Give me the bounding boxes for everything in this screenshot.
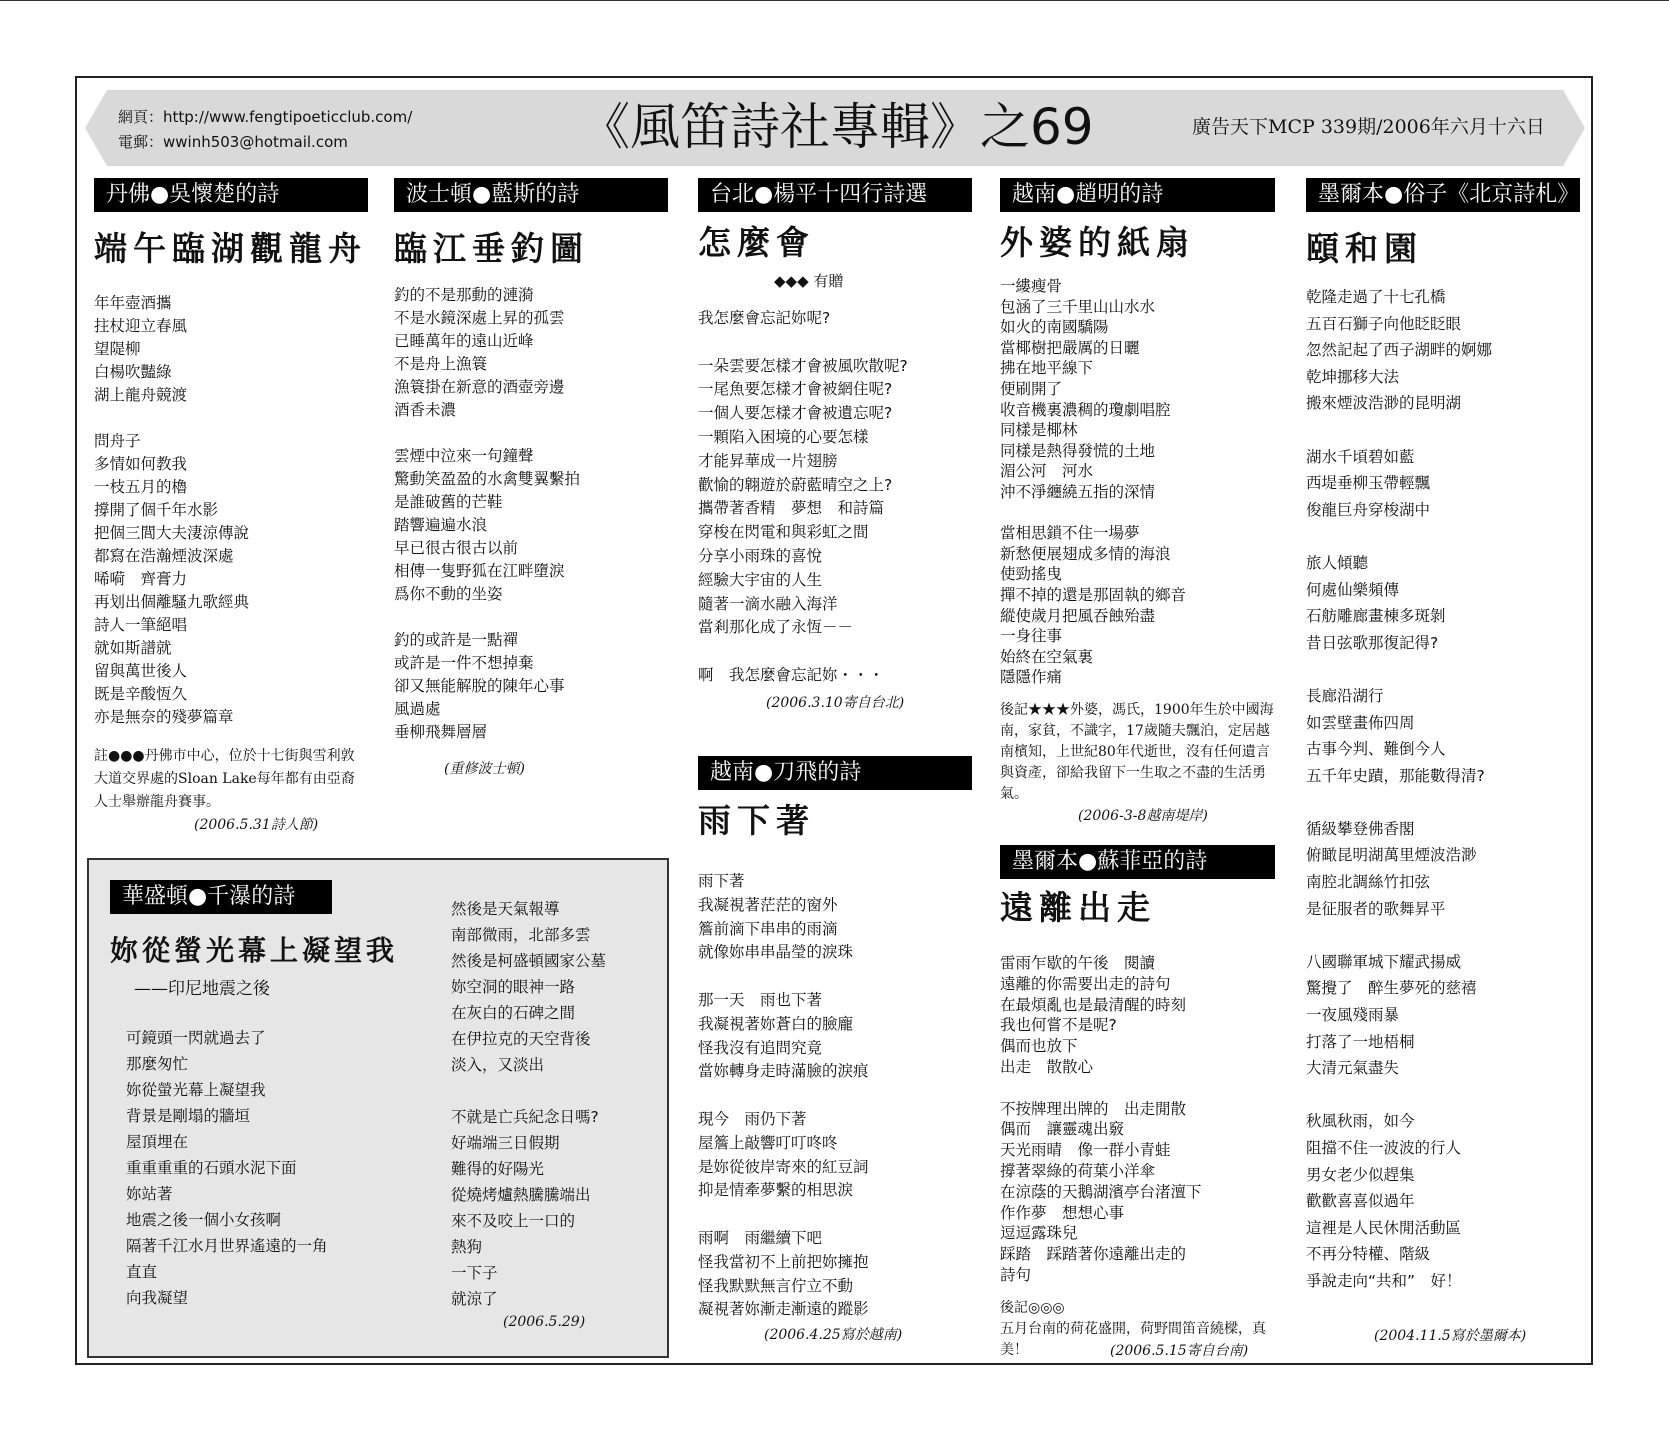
poem-title: 遠離出走	[1000, 888, 1156, 927]
poem-body: 我怎麼會忘記妳呢? 一朵雲要怎樣才會被風吹散呢? 一尾魚要怎樣才會被網住呢? 一個人要怎樣才會被遺忘呢? 一顆陷入困境的心要怎樣 才能昇華成一片翅膀 歡愉的翺遊於蔚藍晴空之上? 攜帶著香精 夢想 和詩篇 穿梭在閃電和與彩虹之間 分享小雨珠的喜悅 經驗大宇宙的人生 隨著一滴水融入海洋 當剎那化成了永恆－－ 啊 我怎麼會忘記妳・・・	[698, 309, 908, 684]
poem-note: 註●●●丹佛市中心，位於十七街與雪利敦大道交界處的Sloan Lake每年都有由亞裔人士舉辦龍舟賽事。	[94, 748, 355, 810]
poem-column-5	[1306, 178, 1580, 1345]
poem-column-4	[1000, 178, 1275, 825]
poem-date: (2006.5.15寄自台南)	[1110, 1342, 1249, 1359]
poem-title: 雨下著	[698, 801, 815, 840]
email-address[interactable]: 電郵：wwinh503@hotmail.com	[118, 133, 348, 151]
poem-body: 一縷瘦骨 包涵了三千里山山水水 如火的南國驕陽 當椰樹把嚴厲的日曬 拂在地平線下 便刷開了 收音機裏濃稠的瓊劇唱腔 同樣是椰林 同樣是熱得發慌的土地 湄公河 河水 沖不淨纏繞五指的深情 當相思鎖不住一場夢 新愁便展翅成多情的海浪 使勁搖曳 撣不掉的還是那固執的鄉音 縱使歲月把風吞蝕殆盡 一身往事 始終在空氣裏 隱隱作痛	[1000, 277, 1187, 687]
poem-body: 釣的不是那動的漣漪 不是水鏡深處上昇的孤雲 已睡萬年的遠山近峰 不是舟上漁簑 漁簑掛在新意的酒壺旁邊 酒香未濃 雲煙中泣來一句鐘聲 驚動笑盈盈的水禽雙翼繫拍 是誰破舊的芒鞋 踏響遍遍水浪 早已很古很古以前 相傳一隻野狐在江畔墮淚 爲你不動的坐姿 釣的或許是一點禪 或許是一件不想掉棄 卻又無能解脫的陳年心事 風過處 垂柳飛舞層層	[394, 286, 581, 741]
website-url[interactable]: 網頁：http://www.fengtipoeticclub.com/	[118, 108, 413, 126]
poem-date: (2006.4.25寫於越南)	[764, 1327, 903, 1344]
poem-column-2	[394, 178, 668, 778]
poem-body-continued: 然後是天氣報導 南部微雨，北部多雲 然後是柯盛頓國家公墓 妳空洞的眼神一路 在灰白的石碑之間 在伊拉克的天空背後 淡入，又淡出 不就是亡兵紀念日嗎? 好端端三日假期 難得的好陽光 從燒烤爐熱騰騰端出 來不及咬上一口的 熱狗 一下子 就涼了	[451, 900, 607, 1308]
poem-date: (2004.11.5寫於墨爾本)	[1374, 1327, 1527, 1344]
poem-dedication: ◆◆◆ 有贈	[774, 272, 844, 290]
poem-subtitle: ——印尼地震之後	[134, 979, 270, 999]
poem-date: (2006.3.10寄自台北)	[766, 694, 905, 711]
poet-header: 越南●刀飛的詩	[698, 756, 972, 790]
poem-body: 可鏡頭一閃就過去了 那麼匆忙 妳從螢光幕上凝望我 背景是剛塌的牆垣 屋頂埋在 重重重重的石頭水泥下面 妳站著 地震之後一個小女孩啊 隔著千江水月世界遙遠的一角 直直 向我凝望	[126, 1029, 328, 1307]
poem-title: 妳從螢光幕上凝望我	[110, 934, 399, 967]
poem-title: 臨江垂釣圖	[394, 229, 589, 268]
masthead-title: 《風笛詩社專輯》之69	[580, 98, 1094, 156]
issue-info: 廣告天下MCP 339期/2006年六月十六日	[1192, 116, 1545, 138]
poem-column-1	[94, 178, 368, 834]
featured-poem-right	[451, 896, 661, 1330]
poem-date: (2006.5.31詩人節)	[194, 817, 319, 833]
poem-title: 外婆的紙扇	[1000, 223, 1195, 262]
masthead-contact	[118, 105, 412, 155]
poet-header: 華盛頓●千瀑的詩	[110, 880, 332, 914]
poem-date: (重修波士頓)	[444, 761, 525, 777]
poem-note: 後記◎◎◎ 五月台南的荷花盛開，荷野間笛音繞樑，真美！	[1000, 1299, 1266, 1358]
poem-column-3b	[698, 756, 972, 1344]
poet-header: 墨爾本●蘇菲亞的詩	[1000, 845, 1275, 879]
poem-date: (2006.5.29)	[503, 1314, 586, 1330]
poem-body: 雨下著 我凝視著茫茫的窗外 簷前滴下串串的雨滴 就像妳串串晶瑩的淚珠 那一天 雨也下著 我凝視著妳蒼白的臉龐 怪我沒有追問究竟 當妳轉身走時滿臉的淚痕 現今 雨仍下著 屋簷上敲響叮叮咚咚 是妳從彼岸寄來的紅豆詞 抑是情牽夢繫的相思淚 雨啊 雨繼續下吧 怪我當初不上前把妳擁抱 怪我默默無言佇立不動 凝視著妳漸走漸遠的蹤影	[698, 872, 869, 1319]
poem-body: 年年壺酒攜 拄杖迎立春風 望隄柳 白楊吹豔綠 湖上龍舟競渡 問舟子 多情如何教我 一枝五月的櫓 撐開了個千年水影 把個三閭大夫淒涼傳說 都寫在浩瀚煙波深處 唏嗬 齊膏力 再划出個離騷九歌經典 詩人一筆絕唱 就如斯譜就 留與萬世後人 既是辛酸恆久 亦是無奈的殘夢篇章	[94, 294, 250, 726]
top-rule	[0, 0, 1669, 1]
poet-header: 越南●趙明的詩	[1000, 178, 1275, 212]
poem-date: (2006-3-8越南堤岸)	[1078, 807, 1208, 824]
poem-title: 端午臨湖觀龍舟	[94, 229, 367, 268]
poem-body: 乾隆走過了十七孔橋 五百石獅子向他眨眨眼 忽然記起了西子湖畔的婀娜 乾坤挪移大法 搬來煙波浩渺的昆明湖 湖水千頃碧如藍 西堤垂柳玉帶輕飄 俊龍巨舟穿梭湖中 旅人傾聽 何處仙樂頻傳 石舫雕廊畫棟多斑剝 昔日弦歌那復記得? 長廊沿湖行 如雲壁畫佈四周 古事今判、難倒今人 五千年史蹟，那能數得清? 循級攀登佛香閣 俯瞰昆明湖萬里煙波浩渺 南腔北調絲竹扣弦 是征服者的歌舞昇平 八國聯軍城下耀武揚威 驚攪了 醉生夢死的慈禧 一夜風殘雨暴 打落了一地梧桐 大清元氣盡失 秋風秋雨，如今 阻擋不住一波波的行人 男女老少似趕集 歡歡喜喜似過年 這裡是人民休閒活動區 不再分特權、階級 爭說走向“共和” 好！	[1306, 288, 1493, 1290]
poem-title: 頤和園	[1306, 229, 1423, 268]
poem-note: 後記★★★外婆，馮氏，1900年生於中國海南，家貧，不識字，17歲隨夫飄泊，定居越南檳知，上世紀80年代逝世，沒有任何遺言與資產，卻給我留下一生取之不盡的生活勇氣。	[1000, 701, 1274, 802]
poem-title: 怎麼會	[698, 223, 815, 262]
poet-header: 台北●楊平十四行詩選	[698, 178, 972, 212]
poet-header: 丹佛●吳懷楚的詩	[94, 178, 368, 212]
poem-body: 雷雨乍歇的午後 閱讀 遠離的你需要出走的詩句 在最煩亂也是最清醒的時刻 我也何嘗不是呢? 偶而也放下 出走 散散心 不按牌理出牌的 出走閒散 偶而 讓靈魂出竅 天光雨晴 像一群小青蛙 撐著翠綠的荷葉小洋傘 在涼蔭的天鵝湖濱亭台渚澶下 作作夢 想想心事 逗逗露珠兒 踩踏 踩踏著你遠離出走的 詩句	[1000, 954, 1202, 1284]
poem-column-4b	[1000, 845, 1275, 1360]
poet-header: 波士頓●藍斯的詩	[394, 178, 668, 212]
poem-column-3	[698, 178, 972, 712]
featured-poem-left	[110, 880, 399, 1311]
poet-header: 墨爾本●俗子《北京詩札》	[1306, 178, 1580, 212]
